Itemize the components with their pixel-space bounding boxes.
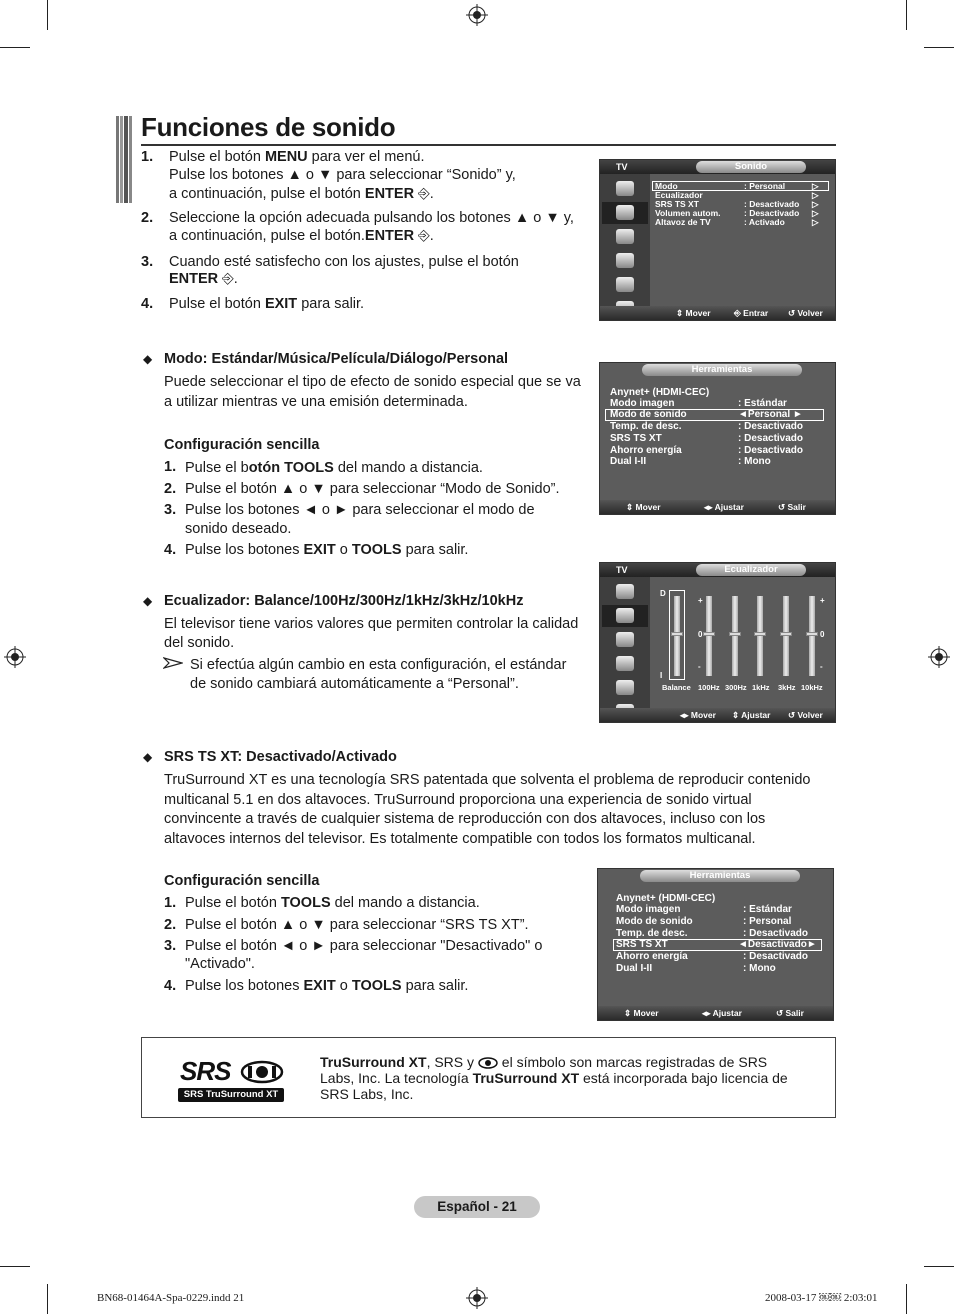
tv-menu-ecualizador: [599, 562, 836, 723]
bullet-diamond-icon: ◆: [143, 594, 153, 608]
eq-minus-label: -: [698, 662, 701, 671]
modo-config-3b: sonido deseado.: [185, 521, 292, 537]
step-number: 2.: [141, 210, 154, 226]
step-number: 4.: [164, 978, 177, 994]
step-number: 1.: [164, 459, 177, 475]
srs-config-1: Pulse el botón TOOLS del mando a distancia.: [185, 895, 480, 911]
tools-row-value[interactable]: ◄Personal ►: [738, 409, 803, 420]
step-number: 4.: [164, 542, 177, 558]
tools-row-value: : Desactivado: [743, 951, 809, 962]
tools-title: Herramientas: [642, 364, 802, 376]
crop-mark: [0, 1266, 30, 1267]
eq-desc-1: El televisor tiene varios valores que permiten controlar la calidad: [164, 616, 579, 632]
tools-row-label[interactable]: Modo de sonido: [616, 916, 693, 927]
salir-hint: ↺ Salir: [778, 502, 806, 512]
srs-logo-text: SRS: [180, 1056, 231, 1086]
sound-menu-icon[interactable]: [602, 605, 648, 627]
eq-i-label: I: [660, 671, 663, 680]
tools-row-label[interactable]: Ahorro energía: [610, 445, 682, 456]
srs-desc-4: altavoces internos del televisor. Es totalmente compatible con todos los formatos multicanal.: [164, 831, 756, 847]
srs-circle-symbol-icon: [478, 1057, 498, 1069]
trademark-text: TruSurround XT, SRS y el símbolo son marcas registradas de SRS Labs, Inc. La tecnología TruSurround XT está incorporada bajo licencia de SRS Labs, Inc.: [320, 1054, 788, 1102]
eq-note-2: de sonido cambiará automáticamente a “Personal”.: [190, 676, 519, 692]
tools-row-label[interactable]: SRS TS XT: [616, 939, 668, 950]
submenu-arrow-icon: ▷ ▷ ▷ ▷ ▷: [812, 181, 819, 227]
modo-config-4: Pulse los botones EXIT o TOOLS para salir.: [185, 542, 469, 558]
srs-logo-subtitle: SRS TruSurround XT: [178, 1088, 284, 1102]
tools-row-value: : Desactivado: [738, 433, 804, 444]
step-number: 1.: [141, 149, 154, 165]
input-menu-icon[interactable]: [602, 677, 648, 699]
modo-config-2: Pulse el botón ▲ o ▼ para seleccionar “Modo de Sonido”.: [185, 481, 560, 497]
salir-hint: ↺ Salir: [776, 1008, 804, 1018]
eq-slider-3khz[interactable]: [783, 596, 789, 676]
tools-menu-srs: [597, 868, 834, 1021]
registration-mark-icon: [4, 646, 26, 668]
modo-config-heading: Configuración sencilla: [164, 437, 320, 453]
eq-slider-100hz[interactable]: [706, 596, 712, 676]
srs-circle-symbol-icon: [240, 1060, 284, 1084]
print-timestamp: 2008-03-17 ￼￼ 2:03:01: [765, 1292, 878, 1304]
tools-row-value: : Estándar: [738, 398, 787, 409]
registration-mark-icon: [466, 1287, 488, 1309]
page-title: Funciones de sonido: [141, 112, 396, 142]
eq-slider-balance[interactable]: [674, 596, 680, 676]
step-number: 2.: [164, 481, 177, 497]
bullet-diamond-icon: ◆: [143, 352, 153, 366]
step-number: 3.: [141, 254, 154, 270]
srs-desc-2: multicanal 5.1 en dos altavoces. TruSurround proporciona una experiencia de sonido virtual: [164, 792, 752, 808]
sound-menu-icon[interactable]: [602, 202, 648, 224]
mover-hint: ⇕ Mover: [626, 502, 661, 512]
step-2-line-2: a continuación, pulse el botón.ENTER ⎆.: [169, 228, 434, 244]
tv-menu-sonido: [599, 159, 836, 321]
entrar-hint: ⎆ Entrar: [734, 308, 769, 318]
tools-row-value: : Mono: [743, 963, 776, 974]
registration-mark-icon: [928, 646, 950, 668]
modo-desc-1: Puede seleccionar el tipo de efecto de sonido especial que se va: [164, 374, 581, 390]
volver-hint: ↺ Volver: [788, 710, 823, 720]
menu-row-value: : Personal: [744, 181, 786, 191]
eq-knob[interactable]: [671, 632, 683, 636]
tools-row-label[interactable]: Ahorro energía: [616, 951, 688, 962]
step-number: 1.: [164, 895, 177, 911]
modo-config-1: Pulse el botón TOOLS del mando a distancia.: [185, 460, 483, 476]
picture-menu-icon[interactable]: [602, 178, 648, 200]
crop-mark: [924, 1266, 954, 1267]
tools-row-label[interactable]: Temp. de desc.: [616, 928, 688, 939]
registration-mark-icon: [466, 4, 488, 26]
crop-mark: [906, 0, 907, 30]
step-4-line: Pulse el botón EXIT para salir.: [169, 296, 365, 312]
menu-row-value: : Desactivado: [744, 199, 800, 209]
srs-config-3a: Pulse el botón ◄ o ► para seleccionar "Desactivado" o: [185, 938, 543, 954]
tools-row-value: : Desactivado: [738, 421, 804, 432]
eq-minus-label: -: [820, 662, 823, 671]
menu-row-label[interactable]: SRS TS XT: [655, 199, 699, 209]
menu-row-label[interactable]: Altavoz de TV: [655, 217, 711, 227]
menu-title: Sonido: [696, 161, 806, 173]
trademark-note: [141, 1037, 836, 1118]
srs-logo: [178, 1056, 286, 1102]
channel-menu-icon[interactable]: [602, 629, 648, 651]
step-1-line-3: a continuación, pulse el botón ENTER ⎆.: [169, 186, 434, 202]
eq-band-label: 100Hz: [698, 683, 720, 692]
eq-knob[interactable]: [754, 632, 766, 636]
modo-desc-2: a utilizar mientras ve una emisión determinada.: [164, 394, 468, 410]
eq-slider-1khz[interactable]: [757, 596, 763, 676]
mover-hint: ⇕ Mover: [624, 1008, 659, 1018]
setup-menu-icon[interactable]: [602, 653, 648, 675]
print-file-name: BN68-01464A-Spa-0229.indd 21: [97, 1292, 245, 1304]
tools-row-label[interactable]: Modo de sonido: [610, 409, 687, 420]
eq-plus-label: +: [698, 596, 703, 605]
eq-note-1: Si efectúa algún cambio en esta configuración, el estándar: [190, 657, 567, 673]
srs-desc-1: TruSurround XT es una tecnología SRS patentada que solventa el problema de reproducir contenido: [164, 772, 811, 788]
tools-row-label[interactable]: Anynet+ (HDMI-CEC): [610, 387, 710, 398]
eq-band-label: 3kHz: [778, 683, 796, 692]
page-number-badge: Español - 21: [414, 1196, 540, 1218]
tools-row-value: : Personal: [743, 916, 792, 927]
tools-row-value: : Desactivado: [738, 445, 804, 456]
tools-row-value[interactable]: ◄Desactivado►: [738, 939, 817, 950]
menu-row-label[interactable]: Volumen autom.: [655, 208, 721, 218]
tools-title: Herramientas: [640, 870, 800, 882]
modo-config-3a: Pulse los botones ◄ o ► para seleccionar el modo de: [185, 502, 535, 518]
srs-desc-3: convincente a través de cualquier sistema de reproducción con dos altavoces, incluso con los: [164, 811, 766, 827]
eq-knob[interactable]: [703, 632, 715, 636]
tools-menu-modo: [599, 362, 836, 515]
menu-title: Ecualizador: [696, 564, 806, 576]
tools-row-label[interactable]: Dual I-II: [616, 963, 653, 974]
step-number: 3.: [164, 938, 177, 954]
picture-menu-icon[interactable]: [602, 581, 648, 603]
srs-config-4: Pulse los botones EXIT o TOOLS para salir.: [185, 978, 469, 994]
tools-row-label[interactable]: Anynet+ (HDMI-CEC): [616, 893, 716, 904]
crop-mark: [0, 47, 30, 48]
menu-row-value: : Activado: [744, 217, 785, 227]
eq-band-label: Balance: [662, 683, 691, 692]
step-number: 3.: [164, 502, 177, 518]
eq-plus-label: +: [820, 596, 825, 605]
tv-label: TV: [616, 162, 628, 172]
eq-zero-label: 0: [820, 630, 825, 639]
step-1-line-2: Pulse los botones ▲ o ▼ para seleccionar “Sonido” y,: [169, 167, 516, 183]
title-decoration: [116, 116, 132, 203]
eq-zero-label: 0: [698, 630, 703, 639]
tools-row-label[interactable]: Temp. de desc.: [610, 421, 682, 432]
crop-mark: [47, 1284, 48, 1314]
tools-row-label[interactable]: Dual I-II: [610, 456, 647, 467]
crop-mark: [906, 1284, 907, 1314]
ajustar-hint: ◂▸ Ajustar: [704, 502, 744, 512]
menu-row-value: : Desactivado: [744, 208, 800, 218]
tools-row-label[interactable]: Modo imagen: [616, 904, 681, 915]
ajustar-hint: ◂▸ Ajustar: [702, 1008, 742, 1018]
eq-d-label: D: [660, 589, 666, 598]
channel-menu-icon[interactable]: [602, 226, 648, 248]
tv-label: TV: [616, 565, 628, 575]
title-rule: [141, 144, 836, 146]
tools-row-value: : Desactivado: [743, 928, 809, 939]
ajustar-hint: ⇕ Ajustar: [732, 710, 771, 720]
eq-knob[interactable]: [729, 632, 741, 636]
tools-row-value: : Estándar: [743, 904, 792, 915]
input-menu-icon[interactable]: [602, 274, 648, 296]
volver-hint: ↺ Volver: [788, 308, 823, 318]
eq-band-label: 300Hz: [725, 683, 747, 692]
eq-heading: Ecualizador: Balance/100Hz/300Hz/1kHz/3kHz/10kHz: [164, 593, 524, 609]
eq-slider-10khz[interactable]: [809, 596, 815, 676]
srs-config-heading: Configuración sencilla: [164, 873, 320, 889]
tools-row-label[interactable]: SRS TS XT: [610, 433, 662, 444]
eq-knob[interactable]: [780, 632, 792, 636]
eq-band-label: 10kHz: [801, 683, 823, 692]
eq-knob[interactable]: [806, 632, 818, 636]
setup-menu-icon[interactable]: [602, 250, 648, 272]
eq-desc-2: del sonido.: [164, 635, 235, 651]
crop-mark: [924, 47, 954, 48]
srs-config-2: Pulse el botón ▲ o ▼ para seleccionar “SRS TS XT”.: [185, 917, 529, 933]
menu-row-label[interactable]: Modo: [655, 181, 678, 191]
modo-heading: Modo: Estándar/Música/Película/Diálogo/Personal: [164, 351, 509, 367]
step-number: 2.: [164, 917, 177, 933]
bullet-diamond-icon: ◆: [143, 750, 153, 764]
menu-row-label[interactable]: Ecualizador: [655, 190, 703, 200]
mover-hint: ◂▸ Mover: [680, 710, 716, 720]
mover-hint: ⇕ Mover: [676, 308, 711, 318]
step-3-line-2: ENTER ⎆.: [169, 271, 238, 287]
srs-heading: SRS TS XT: Desactivado/Activado: [164, 749, 397, 765]
step-2-line-1: Seleccione la opción adecuada pulsando los botones ▲ o ▼ y,: [169, 210, 574, 226]
crop-mark: [47, 0, 48, 30]
srs-config-3b: "Activado".: [185, 956, 255, 972]
step-1-line-1: Pulse el botón MENU para ver el menú.: [169, 149, 425, 165]
tools-row-label[interactable]: Modo imagen: [610, 398, 675, 409]
note-arrow-icon: [163, 657, 183, 669]
eq-slider-300hz[interactable]: [732, 596, 738, 676]
tools-row-value: : Mono: [738, 456, 771, 467]
eq-band-label: 1kHz: [752, 683, 770, 692]
step-number: 4.: [141, 296, 154, 312]
step-3-line-1: Cuando esté satisfecho con los ajustes, pulse el botón: [169, 254, 519, 270]
